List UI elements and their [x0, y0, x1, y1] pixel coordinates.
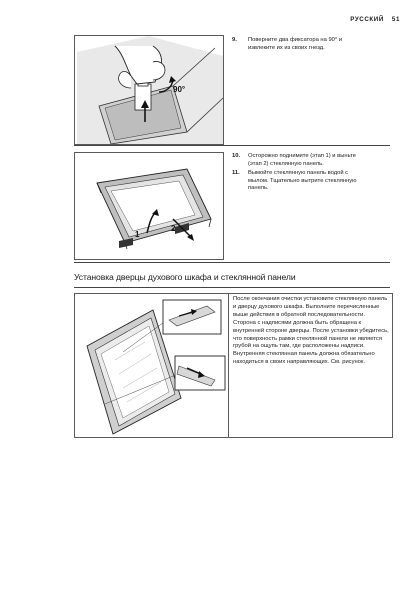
step-number: 9. — [232, 37, 237, 43]
install-section-box — [74, 293, 393, 438]
step-9 — [232, 37, 357, 52]
install-paragraph: После окончания очистки установите стеклянную панель и дверцу духового шкафа. Выполните перечисленные выше действия в обратной последовательности. — [233, 296, 388, 318]
language-label: РУССКИЙ — [350, 16, 384, 23]
column-separator — [228, 294, 229, 437]
step-text: Поверните два фиксатора на 90° и извлеките их из своих гнезд. — [248, 37, 343, 51]
install-instructions — [233, 296, 389, 367]
divider — [74, 145, 390, 146]
section-title: Установка дверцы духового шкафа и стеклянной панели — [74, 272, 296, 282]
divider — [74, 262, 390, 263]
angle-label: 90° — [173, 85, 186, 94]
step-11 — [232, 170, 357, 193]
install-paragraph: Внутренняя стеклянная панель должна обязательно находиться в своих направляющих. См. рисунок. — [233, 351, 375, 366]
step-number: 11. — [232, 170, 240, 177]
figure-install-glass — [75, 294, 228, 437]
figure-remove-glass — [74, 152, 224, 260]
remove-glass-illustration — [75, 153, 223, 259]
step-label-1: 1 — [135, 230, 140, 239]
step-number: 10. — [232, 153, 241, 159]
rotate-fixators-illustration — [75, 36, 223, 144]
steps-group-2 — [232, 153, 357, 195]
install-glass-illustration — [75, 294, 228, 437]
steps-group-1 — [232, 37, 357, 54]
divider — [74, 287, 390, 288]
step-10 — [232, 153, 357, 168]
step-label-2: 2 — [171, 224, 176, 233]
figure-rotate-fixators — [74, 35, 224, 145]
step-text: Осторожно поднимите (этап 1) и выньте (этап 2) стеклянную панель. — [248, 153, 356, 167]
page-number: 51 — [391, 16, 400, 23]
install-paragraph: Сторона с надписями должна быть обращена к внутренней стороне дверцы. После установки убедитесь, что поверхность рамки стеклянной панели не является грубой на ощупь там, где расположены надписи. — [233, 319, 389, 350]
page-header — [350, 16, 400, 23]
step-text: Вымойте стеклянную панель водой с мылом. Тщательно вытрите стеклянную панель. — [248, 170, 357, 192]
